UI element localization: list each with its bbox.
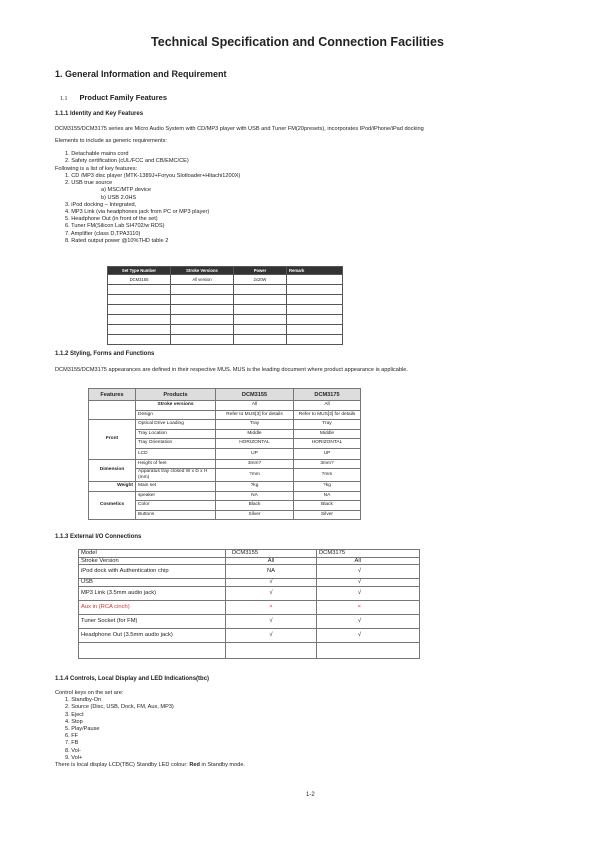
table-cell: Refer to MUS[3] for details [294, 410, 361, 420]
list-item: 4. Stop [65, 718, 83, 725]
table-cell [171, 335, 234, 345]
table-cell: √ [317, 565, 420, 579]
table-cell: Aux in (RCA cinch) [79, 600, 226, 614]
led-colour: Red [189, 762, 200, 769]
list-item: 1. CD /MP3 disc player (MTK-1389J+Foryou Slotloader+Hitachi1200X) [65, 173, 241, 179]
table-cell: Optical Drive Loading [136, 420, 216, 430]
table-cell [287, 335, 343, 345]
table-cell [108, 325, 171, 335]
table-cell: All [216, 401, 294, 411]
list-item: 8. Rated output power @10%THD table 2 [65, 237, 169, 244]
table-row [108, 335, 343, 345]
page-title: Technical Specification and Connection Facilities [151, 35, 444, 49]
subsection-heading [60, 93, 167, 102]
table-cell: All [294, 401, 361, 411]
list-item: 6. FF [65, 733, 79, 740]
table-row [79, 557, 420, 565]
list-item: a) MSC/MTP device [101, 187, 151, 194]
table-cell: LCD [136, 448, 216, 459]
table-cell [226, 642, 317, 658]
table-cell [108, 285, 171, 295]
table-cell: √ [226, 628, 317, 642]
table-cell [234, 335, 287, 345]
table-cell: All version [171, 275, 234, 285]
heading-1-1-1: 1.1.1 Identity and Key Features [55, 111, 144, 117]
table-cell: Tuner Socket (for FM) [79, 614, 226, 628]
table-cell: Tray Location [136, 429, 216, 439]
table-cell: Tray Orientation [136, 439, 216, 449]
table-cell [171, 325, 234, 335]
table-cell: 3mm? [294, 459, 361, 469]
table-row [79, 579, 420, 587]
table-cell: Middle [216, 429, 294, 439]
column-header: Products [136, 389, 216, 401]
table-cell: UP [294, 448, 361, 459]
features-table [88, 388, 361, 520]
table-cell [234, 325, 287, 335]
table-cell: Main set [136, 482, 216, 492]
table-row [89, 401, 361, 411]
table-cell [287, 285, 343, 295]
table-cell: Refer to MUS[3] for details [216, 410, 294, 420]
table-cell: √ [226, 586, 317, 600]
table-row [89, 459, 361, 469]
controls-list [55, 697, 245, 762]
table-cell: DCM3155 [226, 550, 317, 558]
list-item: 1. Detachable mains cord [65, 151, 129, 157]
table-cell: Buttons [136, 510, 216, 520]
table-cell: × [226, 600, 317, 614]
page-number: 1-2 [306, 792, 315, 798]
controls-intro: Control keys on the set are: [55, 690, 124, 696]
heading-1-1-3: 1.1.3 External I/O Connections [55, 534, 142, 540]
list-item: 5. Headphone Out (in front of the set) [65, 216, 158, 223]
list-item: b) USB 2.0HS [101, 194, 137, 201]
table-row [79, 642, 420, 658]
table-cell: Apparatus tray closed W x D x H (mm) [136, 469, 216, 482]
led-text-pre: There is local display LCD(TBC) Standby LED colour: [55, 762, 190, 769]
table-cell [317, 642, 420, 658]
table-cell: DCM3155 [108, 275, 171, 285]
table-cell: Model [79, 550, 226, 558]
table-cell: Tray [294, 420, 361, 430]
table-cell: Tray [216, 420, 294, 430]
column-header: Power [234, 267, 287, 275]
table-row [108, 305, 343, 315]
table-cell [287, 315, 343, 325]
list-item: 5. Play/Pause [65, 726, 100, 733]
table-row [108, 315, 343, 325]
group-label: Weight [89, 482, 136, 492]
controls-section [55, 690, 245, 769]
column-header: Set Type Number [108, 267, 171, 275]
list-item: 3. iPod docking – Integrated, [65, 201, 137, 208]
table-row [89, 482, 361, 492]
group-label: Front [89, 420, 136, 460]
table-cell: DCM3175 [317, 550, 420, 558]
set-type-table [107, 266, 343, 345]
led-text [55, 762, 245, 769]
list-item: 7. FB [65, 740, 79, 747]
table-cell: ?mm [294, 469, 361, 482]
list-item: 8. Vol- [65, 747, 81, 754]
table-cell: USB [79, 579, 226, 587]
table-cell: 3mm? [216, 459, 294, 469]
table-row [108, 325, 343, 335]
styling-text: DCM3155/DCM3175 appearances are defined in their respective MUS. MUS is the leading document where product appearance is applicable. [55, 367, 408, 373]
table-cell [287, 305, 343, 315]
list-item: 2. USB true source [65, 180, 113, 187]
table-row [89, 420, 361, 430]
table-cell: √ [317, 579, 420, 587]
subsection-label: Product Family Features [79, 93, 168, 102]
table-row [79, 600, 420, 614]
led-text-post: in Standby mode. [199, 762, 245, 769]
section-heading: 1. General Information and Requirement [55, 69, 227, 79]
table-cell: Stroke versions [136, 401, 216, 411]
table-cell: Black [216, 501, 294, 511]
table-cell [234, 295, 287, 305]
table-cell [108, 335, 171, 345]
column-header: DCM3155 [216, 389, 294, 401]
table-cell: √ [226, 614, 317, 628]
table-cell: Height of feet [136, 459, 216, 469]
table-row [108, 285, 343, 295]
table-row [79, 614, 420, 628]
table-cell: HORIZONTAL [216, 439, 294, 449]
table-cell [287, 275, 343, 285]
table-cell [79, 642, 226, 658]
table-cell: ?mm [216, 469, 294, 482]
subsection-number: 1.1 [60, 96, 68, 102]
column-header: Features [89, 389, 136, 401]
list-item: 1. Standby-On [65, 697, 102, 704]
column-header: Remark [287, 267, 343, 275]
table-row [89, 491, 361, 501]
table-cell [234, 305, 287, 315]
table-cell: iPod dock with Authentication chip [79, 565, 226, 579]
list-item: 6. Tuner FM(Silicon Lab SI4702/w RDS) [65, 223, 165, 230]
table-cell: 2x20W [234, 275, 287, 285]
heading-1-1-4: 1.1.4 Controls, Local Display and LED Indications(tbc) [55, 676, 210, 682]
io-connections-table [78, 549, 420, 659]
table-cell: √ [317, 586, 420, 600]
table-cell: speaker [136, 491, 216, 501]
key-features-list [65, 173, 240, 245]
list-item: 7. Amplifier (class D,TPA3110) [65, 230, 141, 237]
heading-1-1-2: 1.1.2 Styling, Forms and Functions [55, 351, 155, 357]
table-row [108, 275, 343, 285]
identity-intro: DCM3155/DCM3175 series are Micro Audio System with CD/MP3 player with USB and Tuner FM(20presets), incorporates IPod/iPhone/iPad docking [55, 126, 424, 132]
table-cell: Design [136, 410, 216, 420]
table-cell: UP [216, 448, 294, 459]
table-cell [287, 295, 343, 305]
requirements-intro: Elements to include as generic requirements: [55, 138, 167, 144]
list-item: 4. MP3 Link (via headphones jack from PC or MP3 player) [65, 209, 210, 216]
table-cell: All [317, 557, 420, 565]
table-cell: Headphone Out (3.5mm audio jack) [79, 628, 226, 642]
table-cell: Black [294, 501, 361, 511]
table-cell: × [317, 600, 420, 614]
table-cell: √ [226, 579, 317, 587]
requirements-list [65, 151, 189, 165]
column-header: DCM3175 [294, 389, 361, 401]
group-label: Cosmetics [89, 491, 136, 520]
table-row [79, 565, 420, 579]
table-cell [108, 305, 171, 315]
table-row [79, 586, 420, 600]
column-header: Stroke Versions [171, 267, 234, 275]
table-cell: MP3 Link (3.5mm audio jack) [79, 586, 226, 600]
table-header-row [108, 267, 343, 275]
table-cell [89, 401, 136, 420]
table-row [108, 295, 343, 305]
list-item: 3. Eject [65, 711, 84, 718]
key-features-intro: Following is a list of key features: [55, 166, 138, 172]
table-cell: Silver [216, 510, 294, 520]
table-cell [171, 305, 234, 315]
table-cell [287, 325, 343, 335]
table-cell: Middle [294, 429, 361, 439]
table-cell [108, 295, 171, 305]
table-cell: √ [317, 614, 420, 628]
table-cell: NA [226, 565, 317, 579]
table-cell [171, 295, 234, 305]
table-cell: ?kg [294, 482, 361, 492]
table-cell: Silver [294, 510, 361, 520]
table-cell: √ [317, 628, 420, 642]
list-item: 9. Vol+ [65, 754, 83, 761]
table-cell: HORIZONTAL [294, 439, 361, 449]
table-cell [108, 315, 171, 325]
table-cell: All [226, 557, 317, 565]
table-row [79, 628, 420, 642]
table-cell [171, 315, 234, 325]
table-cell: ?kg [216, 482, 294, 492]
table-header-row [89, 389, 361, 401]
table-cell [234, 285, 287, 295]
table-cell: Stroke Version [79, 557, 226, 565]
table-cell [234, 315, 287, 325]
group-label: Dimension [89, 459, 136, 482]
table-cell: NA [216, 491, 294, 501]
list-item: 2. Source (Disc, USB, Dock, FM, Aux, MP3) [65, 704, 174, 711]
table-cell [171, 285, 234, 295]
list-item: 2. Safety certification (cUL/FCC and CB/EMC/CE) [65, 158, 189, 165]
table-row [79, 550, 420, 558]
table-cell: NA [294, 491, 361, 501]
table-cell: Color [136, 501, 216, 511]
